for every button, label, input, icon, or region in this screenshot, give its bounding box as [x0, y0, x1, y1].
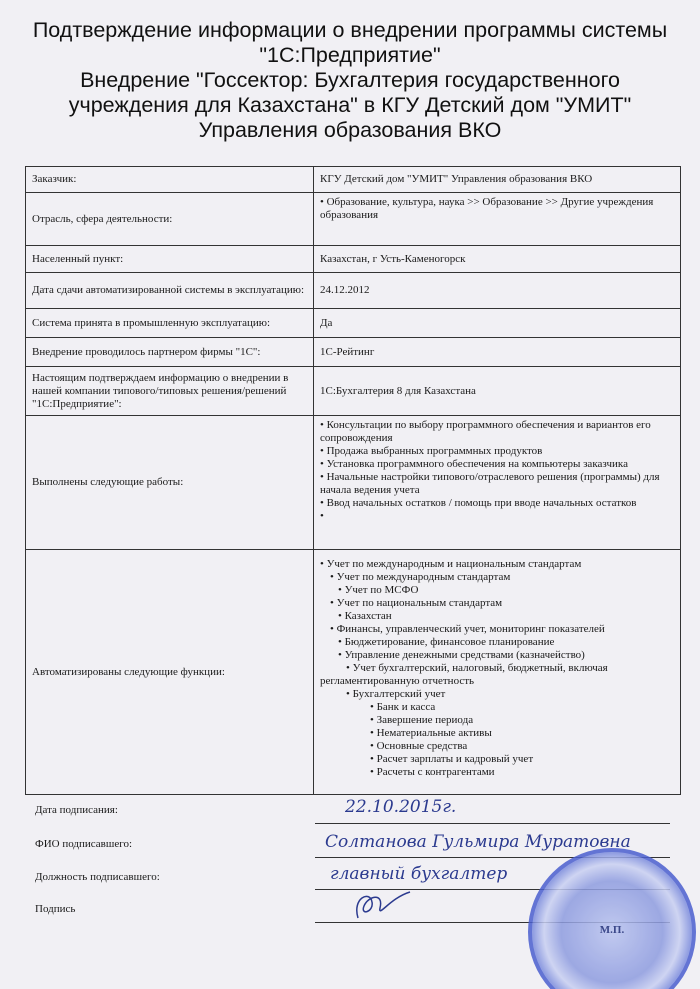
title-line: Подтверждение информации о внедрении программы системы — [32, 18, 668, 42]
table-row — [26, 338, 681, 367]
row-value: Да — [314, 309, 681, 338]
row-label: Настоящим подтверждаем информацию о внедрении в нашей компании типового/типовых решения/решений "1С:Предприятие": — [26, 367, 314, 416]
list-item: • Учет по национальным стандартам — [330, 597, 503, 609]
list-item: • Нематериальные активы — [370, 727, 492, 739]
row-label: Отрасль, сфера деятельности: — [26, 193, 314, 246]
table-row — [26, 246, 681, 273]
list-item: • Управление денежными средствами (казначейство) — [338, 649, 585, 661]
list-item: • Казахстан — [338, 610, 392, 622]
list-item: • Банк и касса — [370, 701, 436, 713]
title-line: "1С:Предприятие" — [259, 43, 441, 67]
name-label: ФИО подписавшего: — [35, 838, 133, 850]
stamp-text: М.П. — [599, 924, 625, 936]
row-label: Система принята в промышленную эксплуатацию: — [26, 309, 314, 338]
row-value: КГУ Детский дом "УМИТ" Управления образования ВКО — [314, 167, 681, 193]
row-value: 24.12.2012 — [314, 273, 681, 309]
list-item: • Основные средства — [370, 740, 468, 752]
row-value: 1С:Бухгалтерия 8 для Казахстана — [314, 367, 681, 416]
list-item: • Финансы, управленческий учет, мониторинг показателей — [330, 623, 605, 635]
list-item: • Продажа выбранных программных продуктов — [320, 445, 543, 457]
title-line: учреждения для Казахстана" в КГУ Детский дом "УМИТ" — [68, 93, 632, 117]
row-value: Казахстан, г Усть-Каменогорск — [314, 246, 681, 273]
document-title — [0, 18, 700, 143]
row-label: Населенный пункт: — [26, 246, 314, 273]
list-item: • Расчет зарплаты и кадровый учет — [370, 753, 534, 765]
row-label: Заказчик: — [26, 167, 314, 193]
handwritten-name: Солтанова Гульмира Муратовна — [325, 832, 631, 852]
handwritten-date: 22.10.2015г. — [345, 797, 457, 817]
row-label: Дата сдачи автоматизированной системы в эксплуатацию: — [26, 273, 314, 309]
list-item: • Учет по международным и национальным стандартам — [320, 558, 582, 570]
signature-label: Подпись — [35, 903, 76, 915]
list-item: • Бюджетирование, финансовое планирование — [338, 636, 555, 648]
list-item: • Консультации по выбору программного обеспечения и вариантов его сопровождения — [320, 419, 651, 444]
signature-scribble-icon — [350, 888, 420, 928]
list-item: • Установка программного обеспечения на компьютеры заказчика — [320, 458, 628, 470]
row-label: Выполнены следующие работы: — [26, 416, 314, 550]
official-stamp — [528, 848, 696, 989]
info-table — [25, 166, 681, 795]
list-item: • Начальные настройки типового/отраслевого решения (программы) для начала ведения учета — [320, 471, 660, 496]
table-row — [26, 367, 681, 416]
list-item: • Бухгалтерский учет — [346, 688, 446, 700]
list-item: • Учет по МСФО — [338, 584, 419, 596]
row-value: 1С-Рейтинг — [314, 338, 681, 367]
table-row — [26, 273, 681, 309]
list-item: • Завершение периода — [370, 714, 474, 726]
position-label: Должность подписавшего: — [35, 871, 160, 883]
table-row-functions — [26, 550, 681, 795]
list-item: регламентированную отчетность — [320, 675, 475, 687]
row-label: Автоматизированы следующие функции: — [26, 550, 314, 795]
table-row — [26, 193, 681, 246]
list-item: • Учет по международным стандартам — [330, 571, 511, 583]
works-list — [314, 416, 681, 550]
date-line — [315, 823, 670, 824]
handwritten-position: главный бухгалтер — [330, 864, 508, 884]
functions-list — [314, 550, 681, 795]
list-item: • Учет бухгалтерский, налоговый, бюджетный, включая — [346, 662, 608, 674]
list-item: • Ввод начальных остатков / помощь при вводе начальных остатков — [320, 497, 637, 509]
row-value: • Образование, культура, наука >> Образование >> Другие учреждения образования — [314, 193, 681, 246]
date-label: Дата подписания: — [35, 804, 118, 816]
table-row — [26, 167, 681, 193]
title-line: Управления образования ВКО — [198, 118, 502, 142]
row-label: Внедрение проводилось партнером фирмы "1С": — [26, 338, 314, 367]
list-item: • — [320, 510, 324, 522]
title-line: Внедрение "Госсектор: Бухгалтерия государственного — [80, 68, 620, 92]
table-row — [26, 309, 681, 338]
table-row-works — [26, 416, 681, 550]
list-item: • Расчеты с контрагентами — [370, 766, 495, 778]
